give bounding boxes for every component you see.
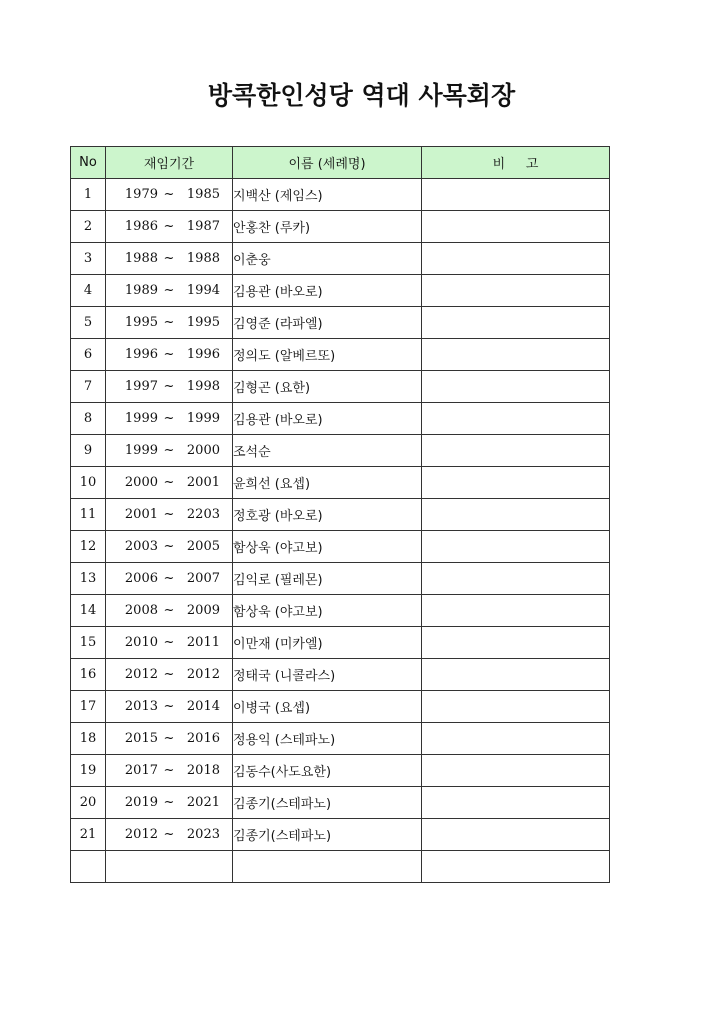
term-start: 2001 bbox=[124, 507, 158, 522]
row-no: 16 bbox=[71, 659, 106, 691]
row-note bbox=[422, 499, 610, 531]
row-no: 4 bbox=[71, 275, 106, 307]
term-separator: ~ bbox=[163, 699, 175, 714]
term-separator: ~ bbox=[163, 635, 175, 650]
row-note bbox=[422, 819, 610, 851]
table-row bbox=[71, 755, 610, 787]
row-name: 김형곤 (요한) bbox=[233, 371, 422, 403]
table-row bbox=[71, 499, 610, 531]
row-no: 2 bbox=[71, 211, 106, 243]
page-title: 방콕한인성당 역대 사목회장 bbox=[207, 81, 516, 110]
term-start: 2019 bbox=[124, 795, 158, 810]
table-row bbox=[71, 819, 610, 851]
term-start: 1986 bbox=[124, 219, 158, 234]
table-row bbox=[71, 787, 610, 819]
table-body bbox=[71, 179, 610, 883]
row-note bbox=[422, 467, 610, 499]
table-row bbox=[71, 211, 610, 243]
term-start: 1999 bbox=[124, 443, 158, 458]
term-separator: ~ bbox=[163, 283, 175, 298]
row-term bbox=[106, 819, 233, 851]
row-no: 18 bbox=[71, 723, 106, 755]
row-no: 3 bbox=[71, 243, 106, 275]
row-term bbox=[106, 339, 233, 371]
row-name: 김종기(스테파노) bbox=[233, 787, 422, 819]
row-note bbox=[422, 627, 610, 659]
row-name: 김용관 (바오로) bbox=[233, 275, 422, 307]
term-end: 1995 bbox=[186, 315, 220, 330]
table-row bbox=[71, 275, 610, 307]
term-start: 1996 bbox=[124, 347, 158, 362]
table-row bbox=[71, 467, 610, 499]
row-no: 17 bbox=[71, 691, 106, 723]
row-term bbox=[106, 211, 233, 243]
row-note bbox=[422, 659, 610, 691]
term-start: 2003 bbox=[124, 539, 158, 554]
table-row bbox=[71, 339, 610, 371]
term-end: 2014 bbox=[186, 699, 220, 714]
row-no: 14 bbox=[71, 595, 106, 627]
table-row bbox=[71, 563, 610, 595]
table-row bbox=[71, 627, 610, 659]
term-end: 2011 bbox=[186, 635, 220, 650]
row-term bbox=[106, 243, 233, 275]
term-start: 1989 bbox=[124, 283, 158, 298]
row-term bbox=[106, 691, 233, 723]
term-start: 1999 bbox=[124, 411, 158, 426]
row-no: 11 bbox=[71, 499, 106, 531]
table-row bbox=[71, 435, 610, 467]
term-end: 1994 bbox=[186, 283, 220, 298]
row-name: 이병국 (요셉) bbox=[233, 691, 422, 723]
term-separator: ~ bbox=[163, 763, 175, 778]
row-note bbox=[422, 179, 610, 211]
term-start: 1979 bbox=[124, 187, 158, 202]
term-end: 1996 bbox=[186, 347, 220, 362]
row-note bbox=[422, 691, 610, 723]
row-name: 이만재 (미카엘) bbox=[233, 627, 422, 659]
term-end: 2012 bbox=[186, 667, 220, 682]
row-name: 윤희선 (요셉) bbox=[233, 467, 422, 499]
term-separator: ~ bbox=[163, 475, 175, 490]
row-name: 정의도 (알베르또) bbox=[233, 339, 422, 371]
row-term bbox=[106, 371, 233, 403]
term-start: 1995 bbox=[124, 315, 158, 330]
empty-cell bbox=[233, 851, 422, 883]
term-start: 1997 bbox=[124, 379, 158, 394]
term-end: 2021 bbox=[186, 795, 220, 810]
term-separator: ~ bbox=[163, 187, 175, 202]
row-name: 이춘웅 bbox=[233, 243, 422, 275]
row-note bbox=[422, 435, 610, 467]
term-end: 2009 bbox=[186, 603, 220, 618]
term-start: 2006 bbox=[124, 571, 158, 586]
row-term bbox=[106, 563, 233, 595]
term-start: 2000 bbox=[124, 475, 158, 490]
row-term bbox=[106, 723, 233, 755]
row-no: 1 bbox=[71, 179, 106, 211]
term-start: 2015 bbox=[124, 731, 158, 746]
term-start: 2010 bbox=[124, 635, 158, 650]
row-note bbox=[422, 531, 610, 563]
row-no: 20 bbox=[71, 787, 106, 819]
term-separator: ~ bbox=[163, 603, 175, 618]
row-term bbox=[106, 435, 233, 467]
term-separator: ~ bbox=[163, 315, 175, 330]
row-no: 5 bbox=[71, 307, 106, 339]
row-no: 13 bbox=[71, 563, 106, 595]
header-term: 재임기간 bbox=[106, 147, 233, 179]
term-start: 2012 bbox=[124, 667, 158, 682]
row-note bbox=[422, 211, 610, 243]
term-separator: ~ bbox=[163, 251, 175, 266]
row-note bbox=[422, 243, 610, 275]
row-term bbox=[106, 755, 233, 787]
table-row bbox=[71, 659, 610, 691]
term-end: 2016 bbox=[186, 731, 220, 746]
row-term bbox=[106, 467, 233, 499]
header-no: No bbox=[71, 147, 106, 179]
term-start: 1988 bbox=[124, 251, 158, 266]
empty-cell bbox=[422, 851, 610, 883]
term-separator: ~ bbox=[163, 795, 175, 810]
term-separator: ~ bbox=[163, 411, 175, 426]
row-name: 함상욱 (야고보) bbox=[233, 595, 422, 627]
table-row bbox=[71, 179, 610, 211]
term-separator: ~ bbox=[163, 827, 175, 842]
row-no: 7 bbox=[71, 371, 106, 403]
row-name: 정태국 (니콜라스) bbox=[233, 659, 422, 691]
term-end: 1987 bbox=[186, 219, 220, 234]
row-term bbox=[106, 595, 233, 627]
header-note: 비 고 bbox=[422, 147, 610, 179]
row-name: 함상욱 (야고보) bbox=[233, 531, 422, 563]
term-end: 2000 bbox=[186, 443, 220, 458]
term-end: 1988 bbox=[186, 251, 220, 266]
table-row bbox=[71, 307, 610, 339]
row-name: 김영준 (라파엘) bbox=[233, 307, 422, 339]
table-row bbox=[71, 531, 610, 563]
term-start: 2013 bbox=[124, 699, 158, 714]
row-term bbox=[106, 307, 233, 339]
row-no: 8 bbox=[71, 403, 106, 435]
term-start: 2017 bbox=[124, 763, 158, 778]
term-end: 2007 bbox=[186, 571, 220, 586]
row-note bbox=[422, 307, 610, 339]
table-row bbox=[71, 403, 610, 435]
row-term bbox=[106, 787, 233, 819]
term-separator: ~ bbox=[163, 507, 175, 522]
row-no: 10 bbox=[71, 467, 106, 499]
table-row-empty bbox=[71, 851, 610, 883]
row-term bbox=[106, 531, 233, 563]
term-end: 2203 bbox=[186, 507, 220, 522]
term-start: 2008 bbox=[124, 603, 158, 618]
row-no: 15 bbox=[71, 627, 106, 659]
table-row bbox=[71, 595, 610, 627]
term-end: 1985 bbox=[186, 187, 220, 202]
empty-cell bbox=[71, 851, 106, 883]
row-name: 안홍찬 (루카) bbox=[233, 211, 422, 243]
table-row bbox=[71, 723, 610, 755]
term-end: 1999 bbox=[186, 411, 220, 426]
term-separator: ~ bbox=[163, 731, 175, 746]
term-start: 2012 bbox=[124, 827, 158, 842]
row-note bbox=[422, 723, 610, 755]
row-note bbox=[422, 371, 610, 403]
row-note bbox=[422, 787, 610, 819]
row-name: 김용관 (바오로) bbox=[233, 403, 422, 435]
row-no: 12 bbox=[71, 531, 106, 563]
row-note bbox=[422, 563, 610, 595]
term-separator: ~ bbox=[163, 571, 175, 586]
empty-cell bbox=[106, 851, 233, 883]
row-no: 9 bbox=[71, 435, 106, 467]
term-end: 1998 bbox=[186, 379, 220, 394]
row-name: 조석순 bbox=[233, 435, 422, 467]
term-end: 2001 bbox=[186, 475, 220, 490]
term-separator: ~ bbox=[163, 347, 175, 362]
table-row bbox=[71, 243, 610, 275]
row-term bbox=[106, 179, 233, 211]
row-term bbox=[106, 275, 233, 307]
row-note bbox=[422, 275, 610, 307]
row-note bbox=[422, 403, 610, 435]
row-no: 19 bbox=[71, 755, 106, 787]
row-name: 지백산 (제임스) bbox=[233, 179, 422, 211]
row-note bbox=[422, 339, 610, 371]
row-term bbox=[106, 499, 233, 531]
term-separator: ~ bbox=[163, 379, 175, 394]
header-name: 이름 (세례명) bbox=[233, 147, 422, 179]
term-end: 2023 bbox=[186, 827, 220, 842]
term-separator: ~ bbox=[163, 443, 175, 458]
table-header-row bbox=[71, 147, 610, 179]
term-separator: ~ bbox=[163, 539, 175, 554]
row-no: 21 bbox=[71, 819, 106, 851]
row-term bbox=[106, 659, 233, 691]
row-name: 김동수(사도요한) bbox=[233, 755, 422, 787]
row-name: 김익로 (필레몬) bbox=[233, 563, 422, 595]
row-note bbox=[422, 595, 610, 627]
term-separator: ~ bbox=[163, 667, 175, 682]
president-table bbox=[70, 146, 610, 883]
term-separator: ~ bbox=[163, 219, 175, 234]
table-row bbox=[71, 371, 610, 403]
row-name: 김종기(스테파노) bbox=[233, 819, 422, 851]
row-note bbox=[422, 755, 610, 787]
term-end: 2018 bbox=[186, 763, 220, 778]
row-name: 정호광 (바오로) bbox=[233, 499, 422, 531]
row-name: 정용익 (스테파노) bbox=[233, 723, 422, 755]
row-term bbox=[106, 627, 233, 659]
table-row bbox=[71, 691, 610, 723]
term-end: 2005 bbox=[186, 539, 220, 554]
row-no: 6 bbox=[71, 339, 106, 371]
row-term bbox=[106, 403, 233, 435]
